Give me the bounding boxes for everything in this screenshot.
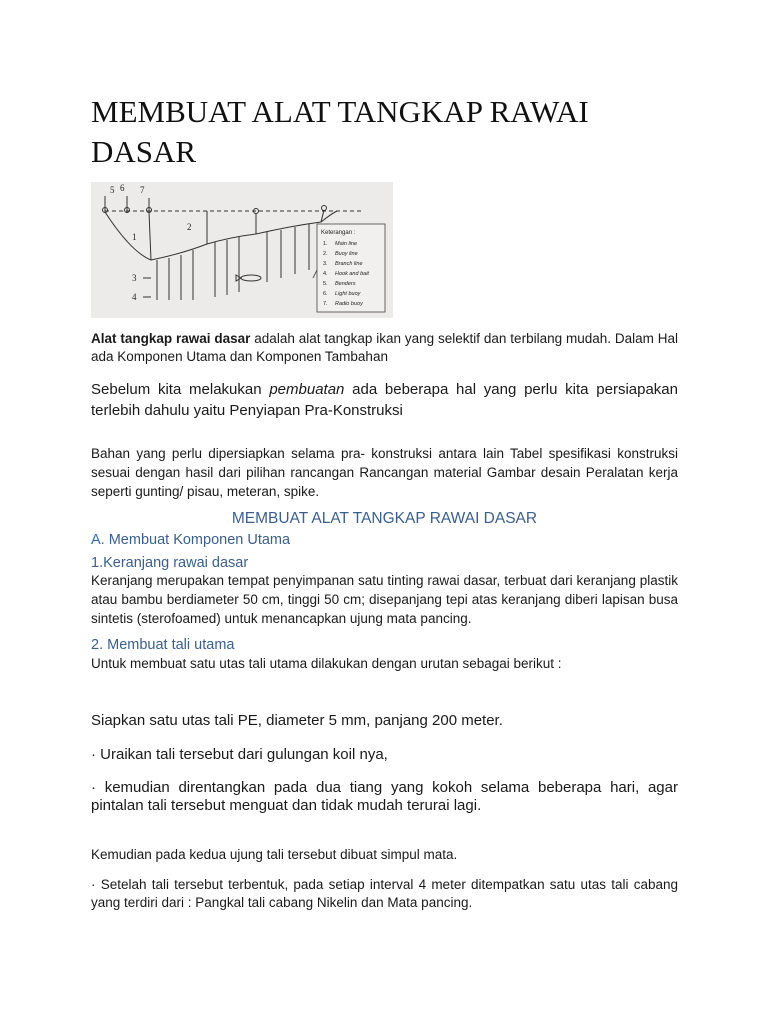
keranjang-paragraph: Keranjang merupakan tempat penyimpanan satu tinting rawai dasar, terbuat dari keranjang plastik atau bambu berdiameter 50 cm, tinggi 50 cm; disepanjang tepi atas keranjang diberi lapisan busa sintetis (sterofoamed) untuk menancapkan ujung mata pancing. bbox=[91, 573, 678, 626]
legend-item: Light buoy bbox=[335, 291, 361, 297]
buoy-icon bbox=[254, 206, 327, 214]
rawai-diagram-figure bbox=[91, 182, 393, 318]
uraikan-item: · Uraikan tali tersebut dari gulungan koil nya, bbox=[91, 746, 388, 763]
simpul-paragraph: Kemudian pada kedua ujung tali tersebut dibuat simpul mata. bbox=[91, 847, 458, 862]
intro-bold: Alat tangkap rawai dasar bbox=[91, 331, 251, 346]
siapkan-paragraph: Siapkan satu utas tali PE, diameter 5 mm, panjang 200 meter. bbox=[91, 712, 503, 729]
rawai-diagram bbox=[91, 182, 393, 318]
subheading-keranjang: 1.Keranjang rawai dasar bbox=[91, 555, 249, 571]
document-title: MEMBUAT ALAT TANGKAP RAWAI DASAR bbox=[91, 94, 589, 169]
setelah-item: · Setelah tali tersebut terbentuk, pada setiap interval 4 meter ditempatkan satu utas tali cabang yang terdiri dari : Pangkal tali cabang Nikelin dan Mata pancing. bbox=[91, 877, 678, 910]
fish-icon bbox=[236, 275, 261, 281]
section-heading: MEMBUAT ALAT TANGKAP RAWAI DASAR bbox=[231, 510, 538, 527]
legend-number: 4. bbox=[323, 271, 328, 277]
diagram-label: 7 bbox=[140, 185, 145, 195]
legend-item: Main line bbox=[335, 241, 358, 247]
legend-item: Hook and bait bbox=[335, 271, 369, 277]
legend-number: 5. bbox=[323, 281, 328, 287]
legend-item: Radio buoy bbox=[335, 301, 363, 307]
pre-text-before: Sebelum kita melakukan bbox=[91, 381, 270, 398]
diagram-label: 3 bbox=[132, 273, 137, 283]
bahan-paragraph: Bahan yang perlu dipersiapkan selama pra- konstruksi antara lain Tabel spesifikasi konstruksi sesuai dengan hasil dari pilihan rancangan Rancangan material Gambar desain Peralatan kerja seperti gunting/ pisau, meteran, spike. bbox=[91, 446, 678, 499]
subheading-a-letter: A bbox=[91, 532, 101, 548]
legend-number: 3. bbox=[323, 261, 328, 267]
legend-item: Buoy line bbox=[335, 251, 358, 257]
diagram-legend bbox=[317, 224, 385, 312]
intro-text: adalah alat tangkap ikan yang selektif dan terbilang mudah. Dalam Hal ada Komponen Utama dan Komponen Tambahan bbox=[91, 331, 679, 364]
buoy-icon bbox=[125, 196, 130, 213]
diagram-label: 6 bbox=[120, 183, 125, 193]
diagram-label: 1 bbox=[132, 232, 137, 242]
legend-number: 1. bbox=[323, 241, 328, 247]
buoy-icon bbox=[147, 198, 152, 213]
subheading-a bbox=[91, 531, 290, 549]
legend-item: Branch line bbox=[335, 261, 363, 267]
diagram-label: 2 bbox=[187, 222, 192, 232]
diagram-label: 5 bbox=[110, 185, 115, 195]
legend-number: 7. bbox=[323, 301, 328, 307]
legend-item: Benders bbox=[335, 281, 356, 287]
legend-title: Keterangan : bbox=[321, 230, 356, 236]
legend-number: 6. bbox=[323, 291, 328, 297]
buoy-icon bbox=[103, 196, 108, 213]
untuk-paragraph: Untuk membuat satu utas tali utama dilakukan dengan urutan sebagai berikut : bbox=[91, 656, 562, 671]
intro-paragraph bbox=[91, 330, 678, 366]
legend-number: 2. bbox=[323, 251, 328, 257]
pre-text-italic: pembuatan bbox=[269, 381, 345, 398]
diagram-label: 4 bbox=[132, 292, 137, 302]
pre-construction-paragraph bbox=[91, 379, 678, 421]
rentang-item: · kemudian direntangkan pada dua tiang yang kokoh selama beberapa hari, agar pintalan tali tersebut menguat dan tidak mudah terurai lagi. bbox=[91, 779, 678, 814]
pre-text-after: ada beberapa hal yang perlu kita persiapakan terlebih dahulu yaitu Penyiapan Pra-Konstruksi bbox=[91, 381, 678, 419]
subheading-tali-utama: 2. Membuat tali utama bbox=[91, 637, 235, 653]
subheading-a-text: . Membuat Komponen Utama bbox=[100, 532, 291, 548]
